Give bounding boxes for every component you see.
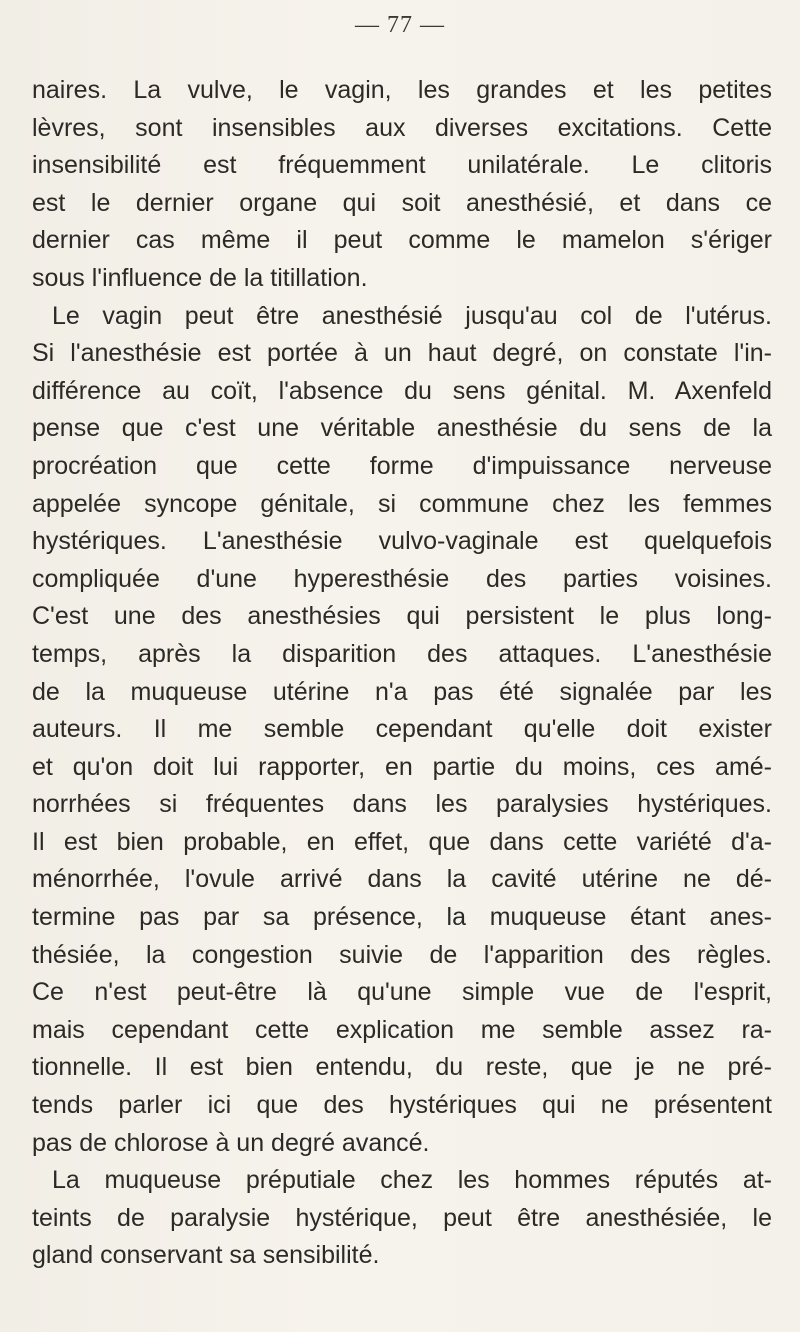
text-line: norrhées si fréquentes dans les paralysies hystériques. (32, 790, 772, 819)
text-line: naires. La vulve, le vagin, les grandes et les petites (32, 76, 772, 104)
text-line: auteurs. Il me semble cependant qu'elle doit exister (32, 715, 772, 744)
text-line: ménorrhée, l'ovule arrivé dans la cavité utérine ne dé- (32, 865, 772, 894)
text-line: La muqueuse préputiale chez les hommes réputés at- (52, 1166, 772, 1195)
page-number: — 77 — (355, 12, 445, 38)
text-line: hystériques. L'anesthésie vulvo-vaginale est quelquefois (32, 527, 772, 556)
text-line: tends parler ici que des hystériques qui ne présentent (32, 1091, 772, 1120)
text-line: C'est une des anesthésies qui persistent le plus long- (32, 602, 772, 631)
text-line: et qu'on doit lui rapporter, en partie du moins, ces amé- (32, 752, 772, 781)
text-line: sous l'influence de la titillation. (32, 263, 368, 292)
text-line: mais cependant cette explication me semble assez ra- (32, 1015, 772, 1044)
text-line: appelée syncope génitale, si commune chez les femmes (32, 489, 772, 518)
text-line: Si l'anesthésie est portée à un haut degré, on constate l'in- (32, 339, 772, 368)
text-line: compliquée d'une hyperesthésie des parties voisines. (32, 564, 772, 593)
text-line: Ce n'est peut-être là qu'une simple vue de l'esprit, (32, 978, 772, 1007)
text-line: thésiée, la congestion suivie de l'apparition des règles. (32, 940, 772, 969)
text-line: Le vagin peut être anesthésié jusqu'au col de l'utérus. (52, 301, 772, 330)
text-line: Il est bien probable, en effet, que dans cette variété d'a- (32, 827, 772, 856)
text-line: teints de paralysie hystérique, peut être anesthésiée, le (32, 1203, 772, 1232)
text-line: différence au coït, l'absence du sens génital. M. Axenfeld (32, 376, 772, 405)
text-line: tionnelle. Il est bien entendu, du reste, que je ne pré- (32, 1053, 772, 1082)
text-line: dernier cas même il peut comme le mamelon s'ériger (32, 226, 772, 255)
text-line: est le dernier organe qui soit anesthésié, et dans ce (32, 188, 772, 217)
text-line: gland conservant sa sensibilité. (32, 1241, 380, 1270)
text-line: pense que c'est une véritable anesthésie du sens de la (32, 414, 772, 443)
text-line: lèvres, sont insensibles aux diverses excitations. Cette (32, 113, 772, 142)
body-text (32, 72, 772, 1275)
text-line: pas de chlorose à un degré avancé. (32, 1128, 430, 1157)
text-line: termine pas par sa présence, la muqueuse étant anes- (32, 903, 772, 932)
text-line: temps, après la disparition des attaques. L'anesthésie (32, 639, 772, 668)
text-line: insensibilité est fréquemment unilatérale. Le clitoris (32, 151, 772, 180)
text-line: de la muqueuse utérine n'a pas été signalée par les (32, 677, 772, 706)
text-line: procréation que cette forme d'impuissance nerveuse (32, 451, 772, 480)
